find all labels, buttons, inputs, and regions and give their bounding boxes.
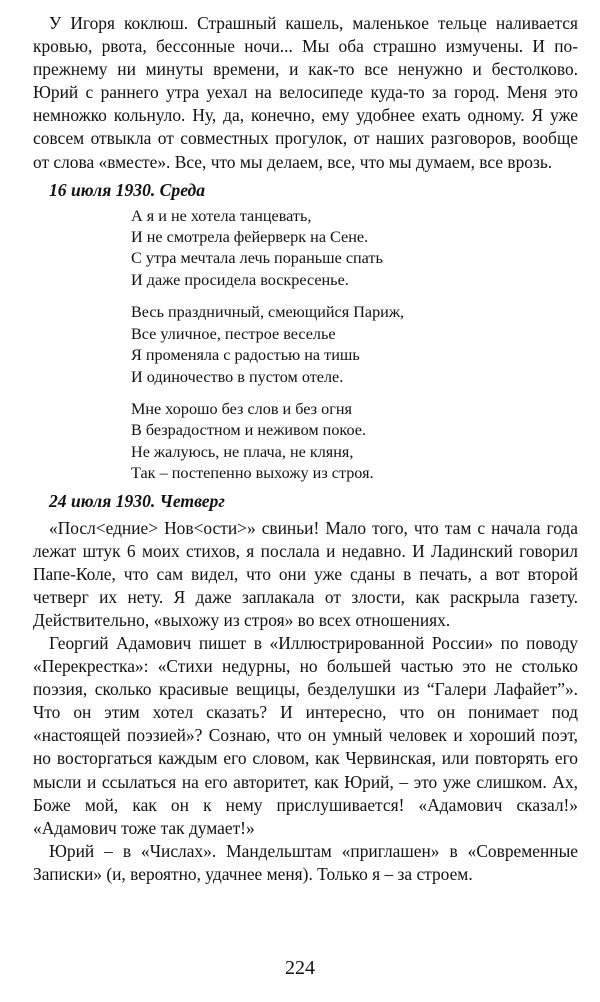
verse-line: Мне хорошо без слов и без огня xyxy=(131,399,352,418)
body-paragraph: Юрий – в «Числах». Мандельштам «приглашен» в «Современные Записки» (и, вероятно, удачнее меня). Только я – за строем. xyxy=(33,840,578,884)
poem-stanza xyxy=(131,399,578,485)
verse-line: С утра мечтала лечь пораньше спать xyxy=(131,249,383,268)
verse-line: Весь праздничный, смеющийся Париж, xyxy=(131,303,405,322)
entry-date-heading: 16 июля 1930. Среда xyxy=(49,179,206,200)
intro-paragraph: У Игоря коклюш. Страшный кашель, маленькое тельце наливается кровью, рвота, бессонные ночи... Мы оба страшно измучены. И по-прежнему ни минуты времени, и как-то все ненужно и бестолково. Юрий с раннего утра уехал на велосипеде куда-то за город. Меня это немножко кольнуло. Ну, да, конечно, ему удобнее ехать одному. Я уже совсем отвыкла от совместных прогулок, от наших разговоров, вообще от слова «вместе». Все, что мы делаем, все, что мы думаем, все врозь. xyxy=(33,13,578,172)
verse-line: В безрадостном и неживом покое. xyxy=(131,421,366,440)
body-paragraph: Георгий Адамович пишет в «Иллюстрированной России» по поводу «Перекрестка»: «Стихи недурны, но большей частью это не столько поэзия, сколько красивые вещицы, безделушки из “Галери Лафайет”». Что он этим хотел сказать? И интересно, что он понимает под «настоящей поэзией»? Сознаю, что он умный человек и хороший поэт, но восторгаться каждым его словом, как Червинская, или повторять его мысли и ссылаться на его авторитет, как Юрий, – это уже слишком. Ах, Боже мой, как он к нему прислушивается! «Адамович сказал!» «Адамович тоже так думает!» xyxy=(33,633,578,838)
entry-date-heading: 24 июля 1930. Четверг xyxy=(49,490,225,511)
poem xyxy=(131,206,578,485)
body-paragraph: «Посл<едние> Нов<ости>» свиньи! Мало того, что там с начала года лежат штук 6 моих стихов, я послала и недавно. И Ладинский говорил Папе-Коле, что сам видел, что они уже сданы в печать, а вот второй четверг их нету. Я даже заплакала от злости, как раскрыла газету. Действительно, «выхожу из строя» во всех отношениях. xyxy=(33,517,578,630)
verse-line: Не жалуюсь, не плача, не кляня, xyxy=(131,442,354,461)
verse-line: Все уличное, пестрое веселье xyxy=(131,324,336,343)
poem-stanza xyxy=(131,302,578,388)
poem-stanza xyxy=(131,206,578,292)
verse-line: Я променяла с радостью на тишь xyxy=(131,346,360,365)
verse-line: И одиночество в пустом отеле. xyxy=(131,367,344,386)
verse-line: А я и не хотела танцевать, xyxy=(131,206,312,225)
page-number: 224 xyxy=(285,957,315,979)
verse-line: И не смотрела фейерверк на Сене. xyxy=(131,228,369,247)
book-page xyxy=(33,12,578,886)
verse-line: И даже просидела воскресенье. xyxy=(131,270,349,289)
verse-line: Так – постепенно выхожу из строя. xyxy=(131,464,374,483)
